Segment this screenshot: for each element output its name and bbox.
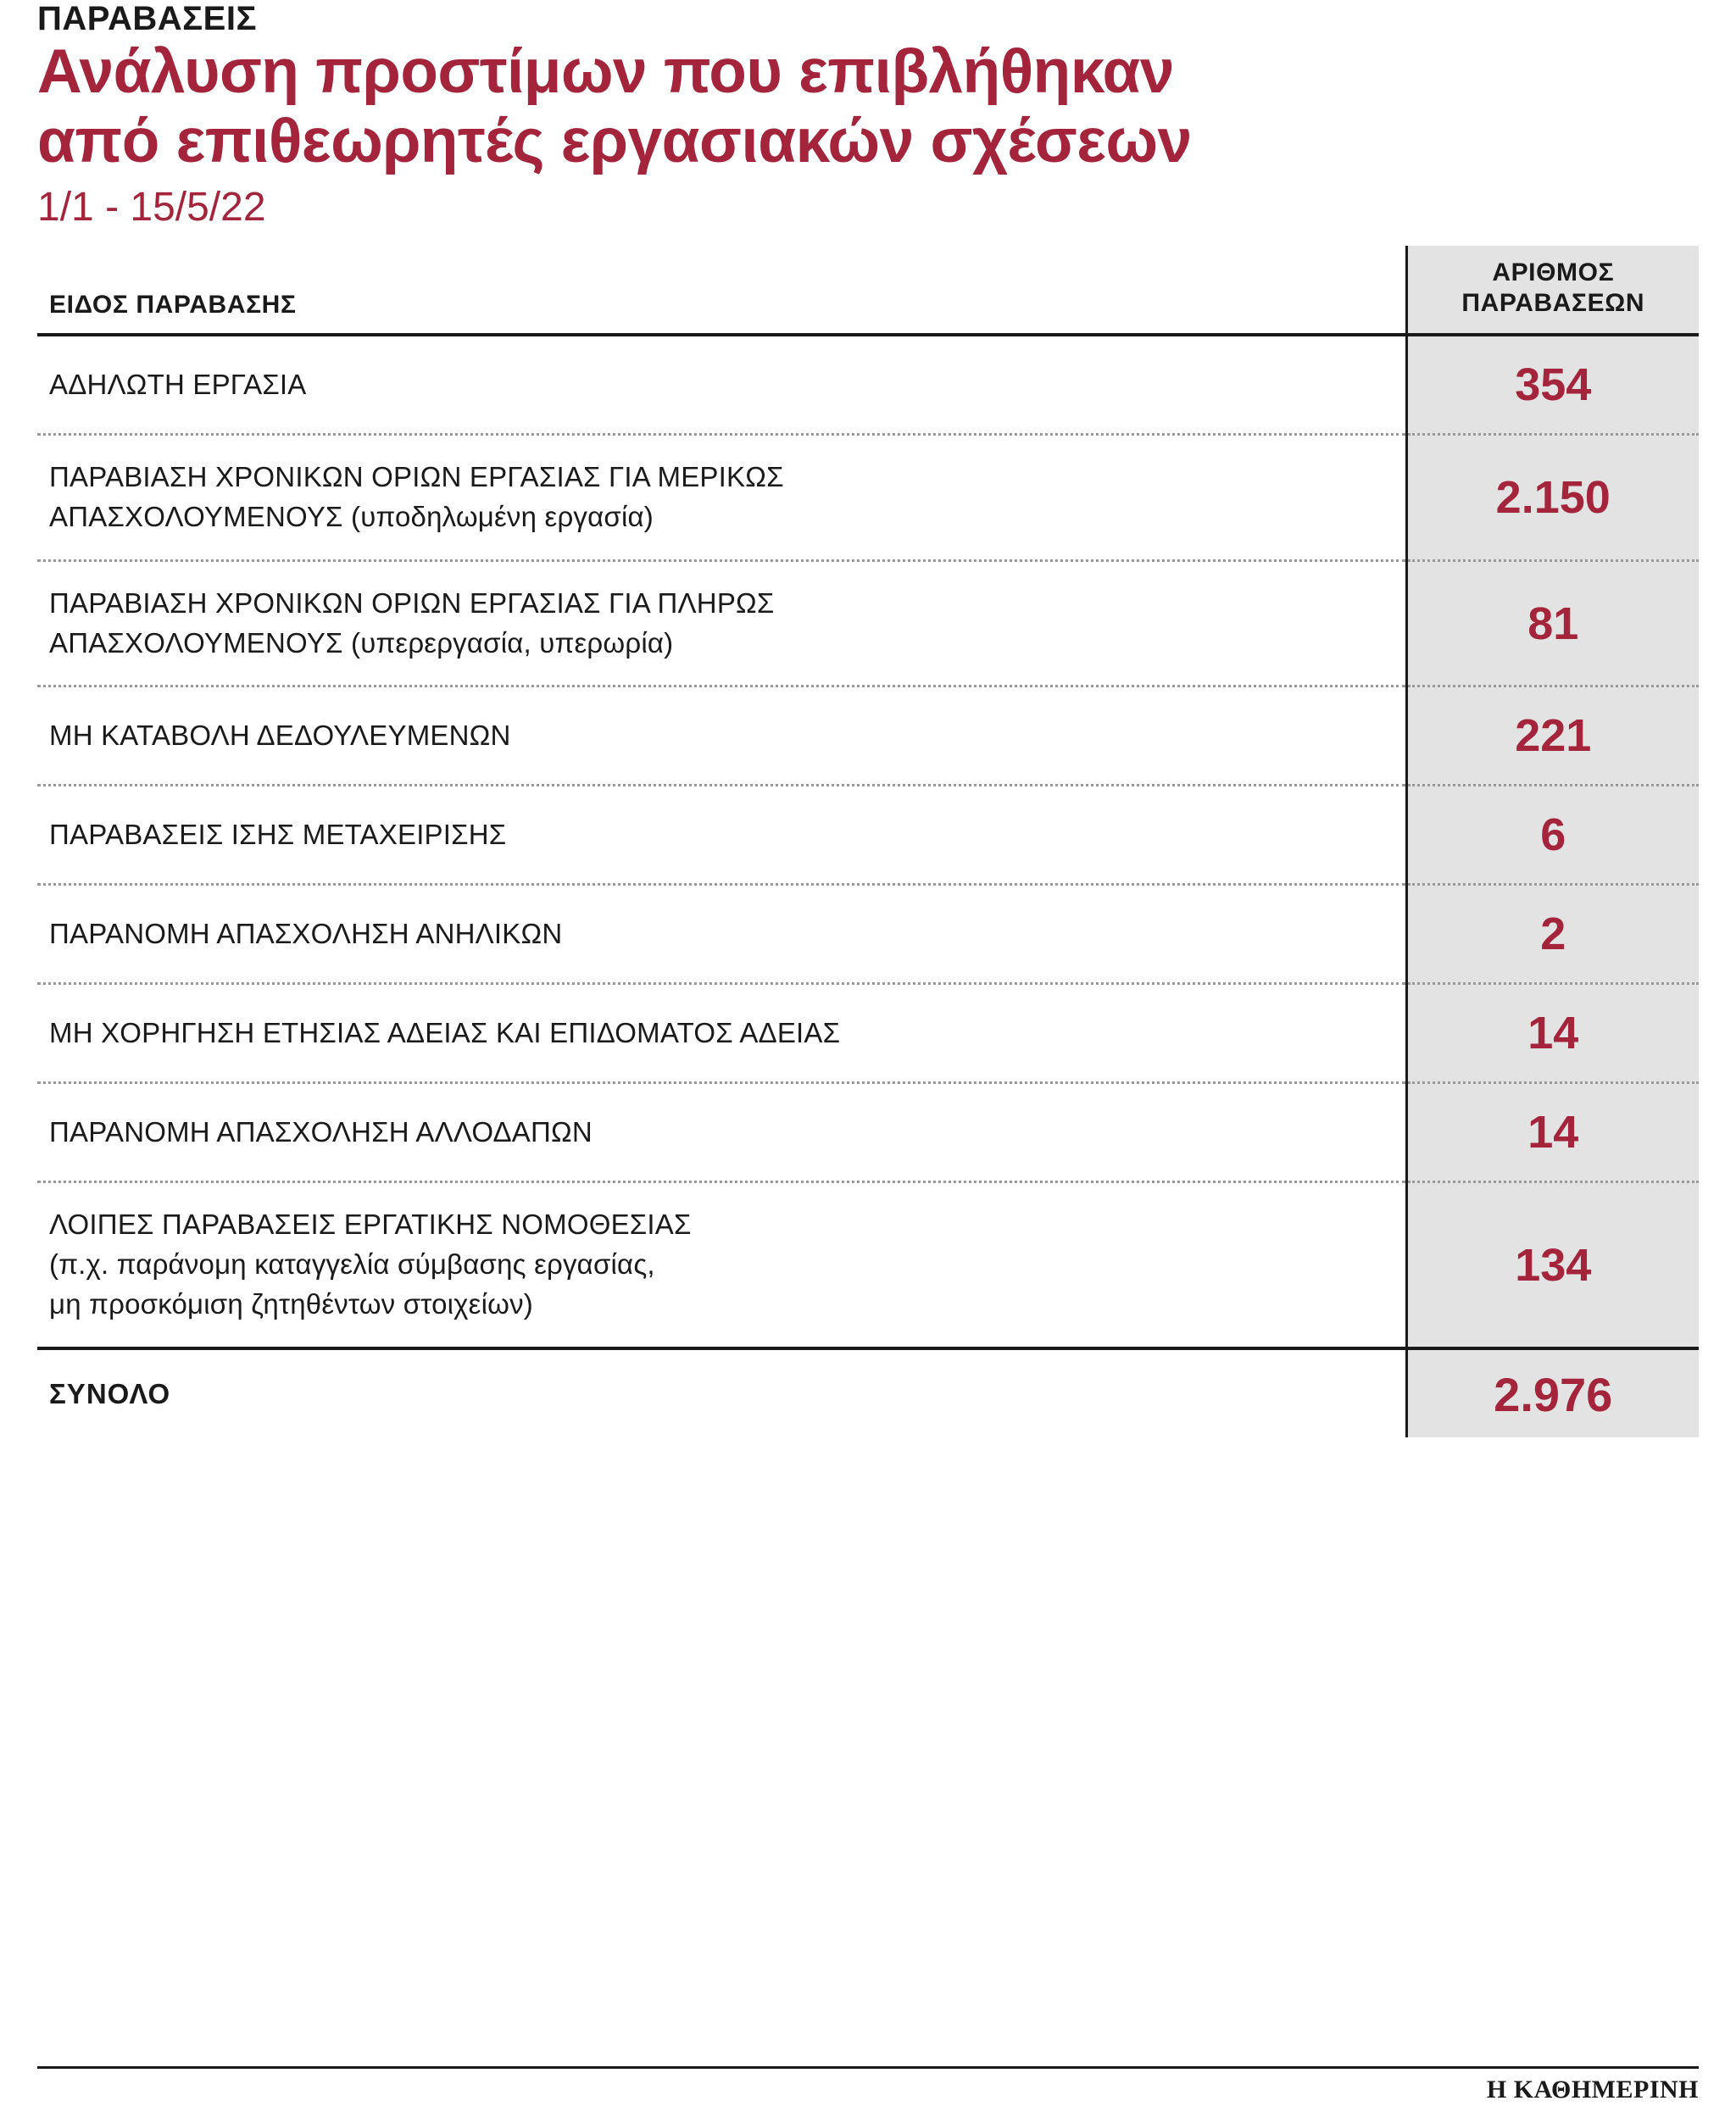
table-body [37,335,1699,1348]
period-subtitle: 1/1 - 15/5/22 [37,184,266,230]
row-label-line-3: μη προσκόμιση ζητηθέντων στοιχείων) [49,1288,533,1320]
column-header-violation-count [1406,246,1699,333]
row-label-line-1: ΜΗ ΧΟΡΗΓΗΣΗ ΕΤΗΣΙΑΣ ΑΔΕΙΑΣ ΚΑΙ ΕΠΙΔΟΜΑΤΟΣ ΑΔΕΙΑΣ [49,1016,841,1048]
footer [37,2066,1699,2104]
row-label [37,686,1406,786]
footer-divider [37,2066,1699,2069]
row-label-line-1: ΠΑΡΑΒΙΑΣΗ ΧΡΟΝΙΚΩΝ ΟΡΙΩΝ ΕΡΓΑΣΙΑΣ ΓΙΑ ΠΛΗΡΩΣ [49,586,775,619]
total-label: ΣΥΝΟΛΟ [37,1348,1406,1437]
table-row [37,335,1699,435]
violations-table [37,246,1699,1437]
row-label-line-1: ΛΟΙΠΕΣ ΠΑΡΑΒΑΣΕΙΣ ΕΡΓΑΤΙΚΗΣ ΝΟΜΟΘΕΣΙΑΣ [49,1209,692,1241]
table-header [37,246,1699,335]
row-value: 221 [1406,686,1699,786]
row-label [37,885,1406,984]
total-value: 2.976 [1406,1348,1699,1437]
row-label [37,786,1406,885]
publisher-logo: Η ΚΑΘΗΜΕΡΙΝΗ [1486,2076,1699,2104]
row-value: 2.150 [1406,434,1699,560]
row-value: 14 [1406,984,1699,1083]
headline-line-2: από επιθεωρητές εργασιακών σχέσεων [37,107,1192,176]
row-label-line-2: ΑΠΑΣΧΟΛΟΥΜΕΝΟΥΣ (υπερεργασία, υπερωρία) [49,626,674,659]
row-label [37,434,1406,560]
row-label-line-1: ΠΑΡΑΝΟΜΗ ΑΠΑΣΧΟΛΗΣΗ ΑΝΗΛΙΚΩΝ [49,917,563,949]
row-label [37,560,1406,686]
row-value: 354 [1406,335,1699,435]
kicker: ΠΑΡΑΒΑΣΕΙΣ [37,0,257,31]
table-footer [37,1348,1699,1437]
row-label-line-1: ΑΔΗΛΩΤΗ ΕΡΓΑΣΙΑ [49,368,307,400]
row-value: 6 [1406,786,1699,885]
page-title [37,37,1699,177]
total-row [37,1348,1699,1437]
row-value: 14 [1406,1083,1699,1182]
table-row [37,984,1699,1083]
table-row [37,885,1699,984]
row-label-line-2: (π.χ. παράνομη καταγγελία σύμβασης εργασίας, [49,1248,655,1281]
row-label [37,1083,1406,1182]
row-label [37,335,1406,435]
row-label [37,1182,1406,1348]
row-value: 2 [1406,885,1699,984]
column-header-violation-type: ΕΙΔΟΣ ΠΑΡΑΒΑΣΗΣ [49,290,297,319]
row-label-line-1: ΠΑΡΑΒΙΑΣΗ ΧΡΟΝΙΚΩΝ ΟΡΙΩΝ ΕΡΓΑΣΙΑΣ ΓΙΑ ΜΕΡΙΚΩΣ [49,460,784,492]
row-label-line-2: ΑΠΑΣΧΟΛΟΥΜΕΝΟΥΣ (υποδηλωμένη εργασία) [49,500,654,532]
violations-table-wrapper [37,246,1699,1437]
row-value: 134 [1406,1182,1699,1348]
column-header-count-line-2: ΠΑΡΑΒΑΣΕΩΝ [1461,289,1645,318]
table-row [37,1083,1699,1182]
table-row [37,560,1699,686]
row-label-line-1: ΠΑΡΑΒΑΣΕΙΣ ΙΣΗΣ ΜΕΤΑΧΕΙΡΙΣΗΣ [49,818,507,850]
column-header-count-line-1: ΑΡΙΘΜΟΣ [1492,258,1615,286]
table-row [37,1182,1699,1348]
headline-line-1: Ανάλυση προστίμων που επιβλήθηκαν [37,37,1175,106]
row-label [37,984,1406,1083]
table-row [37,686,1699,786]
table-row [37,434,1699,560]
table-row [37,786,1699,885]
row-label-line-1: ΜΗ ΚΑΤΑΒΟΛΗ ΔΕΔΟΥΛΕΥΜΕΝΩΝ [49,719,511,751]
row-value: 81 [1406,560,1699,686]
row-label-line-1: ΠΑΡΑΝΟΜΗ ΑΠΑΣΧΟΛΗΣΗ ΑΛΛΟΔΑΠΩΝ [49,1115,593,1148]
